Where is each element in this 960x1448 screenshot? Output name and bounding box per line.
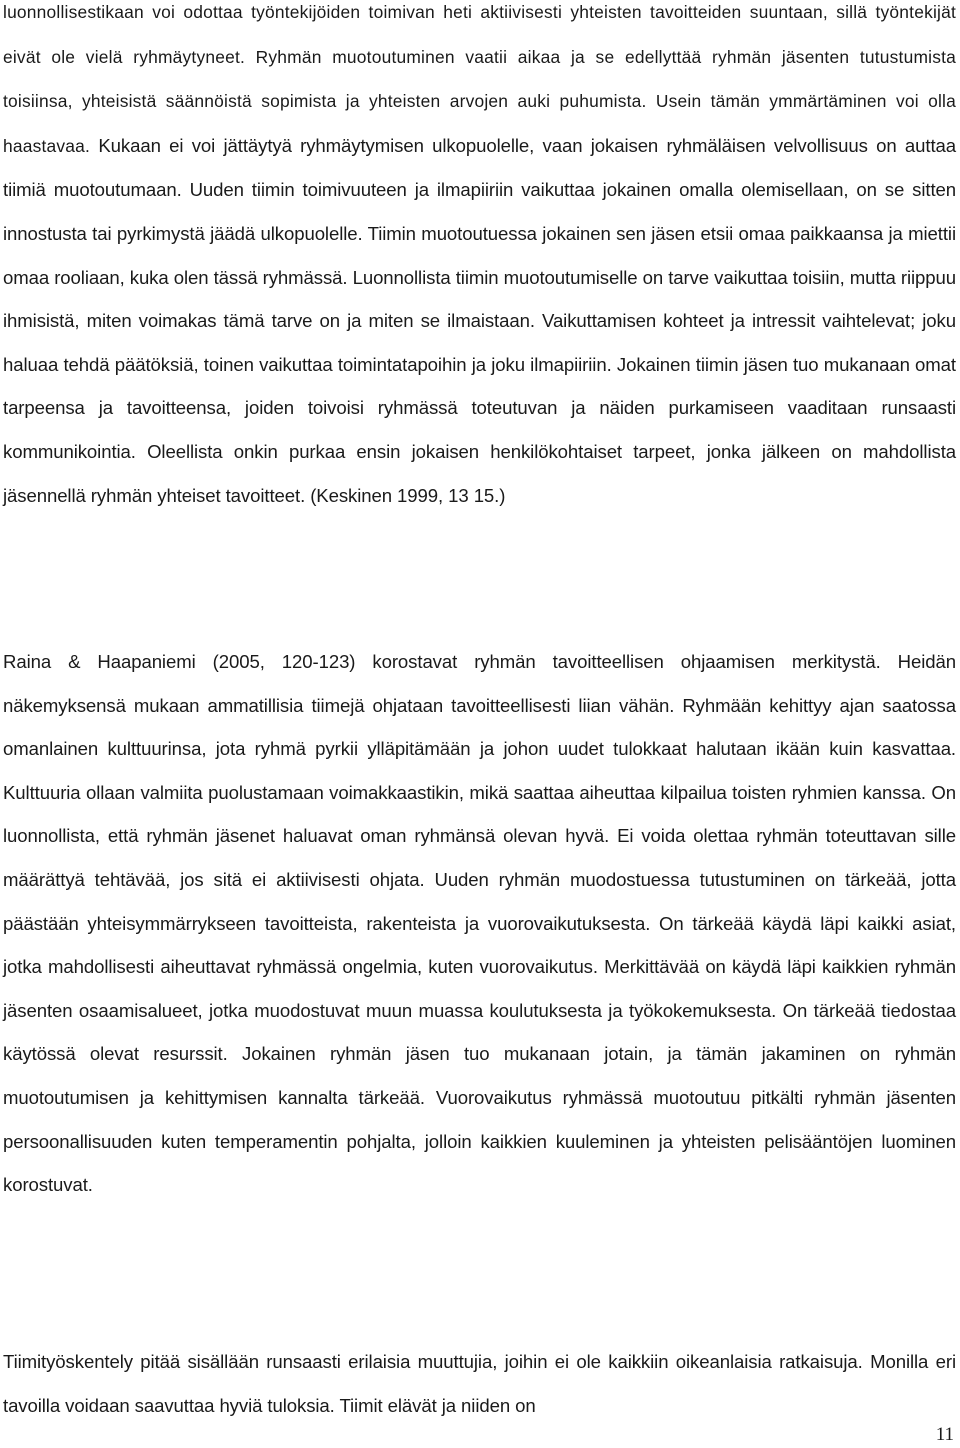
paragraph-text-segment: Kukaan ei voi jättäytyä ryhmäytymisen ulkopuolelle, vaan jokaisen ryhmäläisen velvollisuus on auttaa tiimiä muotoutumaan. Uuden tiimin toimivuuteen ja ilmapiiriin vaikuttaa jokainen omalla olemisellaan, on se sitten innostusta tai pyrkimystä jäädä ulkopuolelle. Tiimin muotoutuessa jokainen sen jäsen etsii omaa paikkaansa ja miettii omaa rooliaan, kuka olen tässä ryhmässä. Luonnollista tiimin muotoutumiselle on tarve vaikuttaa toisiin, mutta riippuu ihmisistä, miten voimakas tämä tarve on ja miten se ilmaistaan. Vaikuttamisen kohteet ja intressit vaihtelevat; joku haluaa tehdä päätöksiä, toinen vaikuttaa toimintatapoihin ja joku ilmapiiriin. Jokainen tiimin jäsen tuo mukanaan omat tarpeensa ja tavoitteensa, joiden toivoisi ryhmässä toteutuvan ja näiden purkamiseen vaaditaan runsaasti kommunikointia. Oleellista onkin purkaa ensin jokaisen henkilökohtaiset tarpeet, jonka jälkeen on mahdollista jäsennellä ryhmän yhteiset tavoitteet. (Keskinen 1999, 13 15.) xyxy=(3,134,956,506)
paragraph-goal-oriented-guidance xyxy=(3,640,956,1207)
paragraph-teamwork-variables xyxy=(3,1340,956,1427)
paragraph-text-segment: luonnollisestikaan voi odottaa työntekijöiden toimivan heti aktiivisesti yhteisten tavoitteiden suuntaan, sillä työntekijät eivät ole vielä ryhmäytyneet. Ryhmän muotoutuminen vaatii aikaa ja se edellyttää ryhmän jäsenten tutustumista toisiinsa, yhteisistä säännöistä sopimista ja yhteisten arvojen auki puhumista. Usein tämän ymmärtäminen voi olla haastavaa. xyxy=(3,2,956,156)
paragraph-group-formation xyxy=(3,0,956,517)
page-number: 11 xyxy=(935,1424,954,1445)
paragraph-text-segment: Tiimityöskentely pitää sisällään runsaasti erilaisia muuttujia, joihin ei ole kaikkiin oikeanlaisia ratkaisuja. Monilla eri tavoilla voidaan saavuttaa hyviä tuloksia. Tiimit elävät ja niiden on xyxy=(3,1351,956,1416)
paragraph-text-segment: Raina & Haapaniemi (2005, 120-123) korostavat ryhmän tavoitteellisen ohjaamisen merkitystä. Heidän näkemyksensä mukaan ammatillisia tiimejä ohjataan tavoitteellisesti liian vähän. Ryhmään kehittyy ajan saatossa omanlainen kulttuurinsa, jota ryhmä pyrkii ylläpitämään ja johon uudet tulokkaat halutaan ikään kuin kasvattaa. Kulttuuria ollaan valmiita puolustamaan voimakkaastikin, mikä saattaa aiheuttaa kilpailua toisten ryhmien kanssa. On luonnollista, että ryhmän jäsenet haluavat oman ryhmänsä olevan hyvä. Ei voida olettaa ryhmän toteuttavan sille määrättyä tehtävää, jos sitä ei aktiivisesti ohjata. Uuden ryhmän muodostuessa tutustuminen on tärkeää, jotta päästään yhteisymmärrykseen tavoitteista, rakenteista ja vuorovaikutuksesta. On tärkeää käydä läpi kaikki asiat, jotka mahdollisesti aiheuttavat ryhmässä ongelmia, kuten vuorovaikutus. Merkittävää on käydä läpi kaikkien ryhmän jäsenten osaamisalueet, jotka muodostuvat muun muassa koulutuksesta ja työkokemuksesta. On tärkeää tiedostaa käytössä olevat resurssit. Jokainen ryhmän jäsen tuo mukanaan jotain, ja tämän jakaminen on ryhmän muotoutumisen ja kehittymisen kannalta tärkeää. Vuorovaikutus ryhmässä muotoutuu pitkälti ryhmän jäsenten persoonallisuuden kuten temperamentin pohjalta, jolloin kaikkien kuuleminen ja yhteisten pelisääntöjen luominen korostuvat. xyxy=(3,651,956,1196)
